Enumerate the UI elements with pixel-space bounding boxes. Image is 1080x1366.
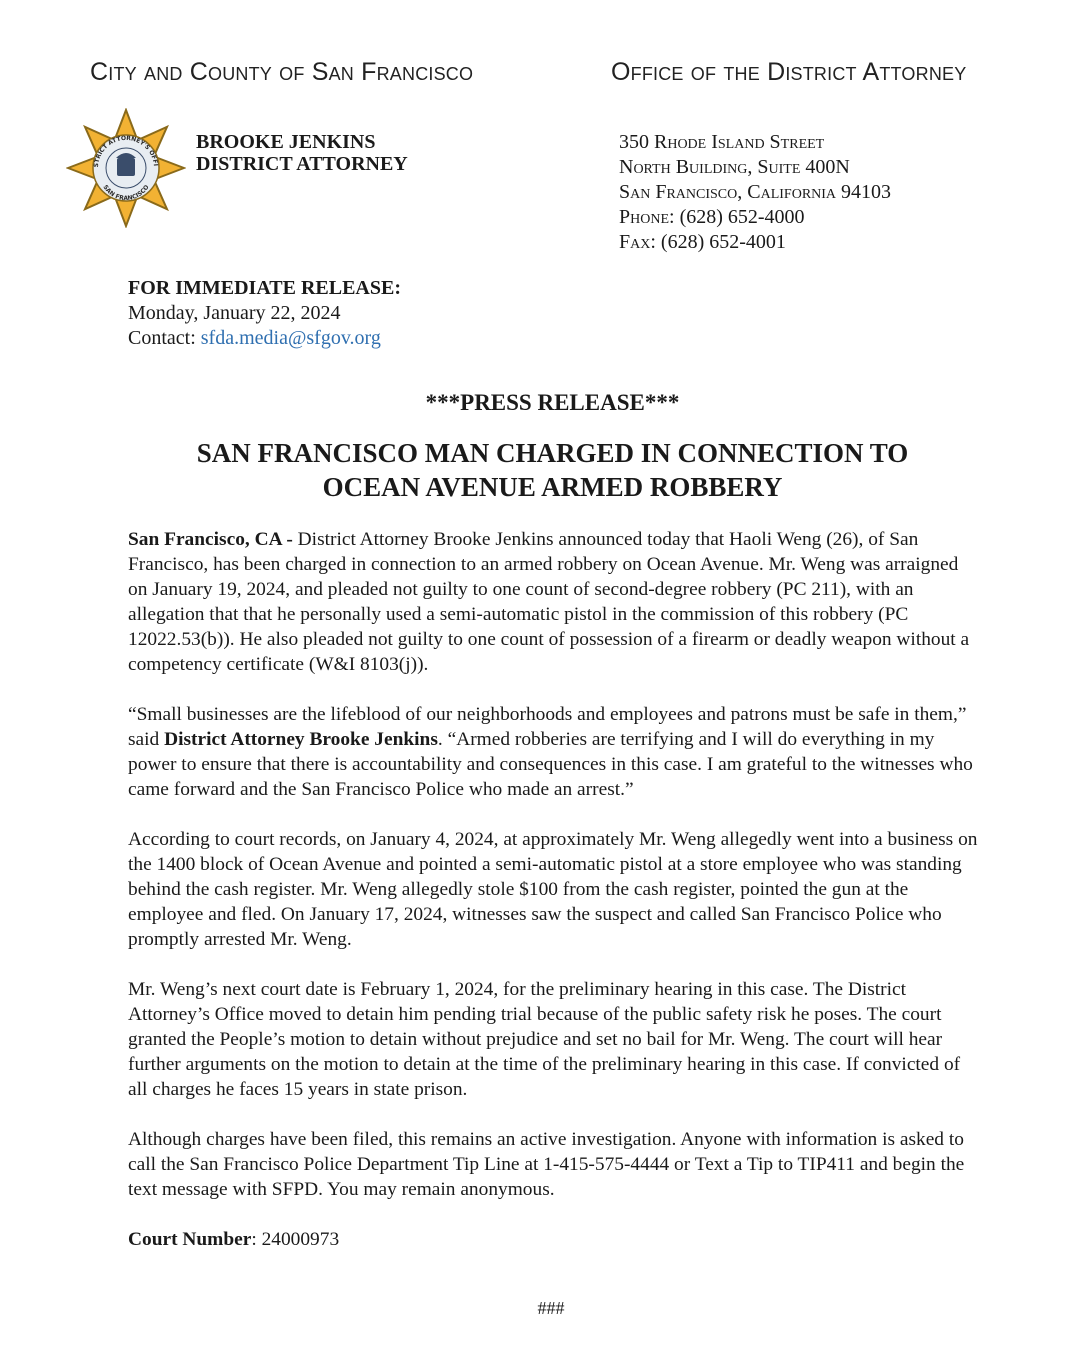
address-city: San Francisco, California 94103 (619, 181, 892, 203)
paragraph-2-text-a: “Small businesses are the lifeblood of our neighborhoods and employees and patrons must be safe in them,” said (128, 704, 967, 750)
paragraph-2-bold: District Attorney Brooke Jenkins (164, 729, 438, 750)
headline (0, 436, 1080, 504)
press-release-label: ***PRESS RELEASE*** (425, 390, 680, 415)
paragraph-1-text: District Attorney Brooke Jenkins announced today that Haoli Weng (26), of San Francisco, has been charged in connection to an armed robbery on Ocean Avenue. Mr. Weng was arraigned on January 19, 2024, and pleaded not guilty to one count of second-degree robbery (PC 211), with an allegation that that he personally used a semi-automatic pistol in the commission of this robbery (PC 12022.53(b)). He also pleaded not guilty to one count of possession of a firearm or deadly weapon without a competency certificate (W&I 8103(j)). (128, 529, 970, 675)
office-header: Office of the District Attorney (611, 58, 967, 86)
paragraph-2-text-b: . “Armed robberies are terrifying and I will do everything in my power to ensure that there is accountability and consequences in this case. I am grateful to the witnesses who came forward and the San Francisco Police who made an arrest.” (128, 729, 973, 800)
press-release-body (128, 527, 980, 1277)
contact-line (128, 326, 401, 351)
fax-number: (628) 652-4001 (660, 231, 786, 253)
paragraph-4: Mr. Weng’s next court date is February 1, 2024, for the preliminary hearing in this case. The District Attorney’s Office moved to detain him pending trial because of the public safety risk he poses. The court granted the People’s motion to detain without prejudice and set no bail for Mr. Weng. The court will hear further arguments on the motion to detain at the time of the preliminary hearing in this case. If convicted of all charges he faces 15 years in state prison. (128, 979, 961, 1100)
office-address (619, 130, 891, 255)
release-date: Monday, January 22, 2024 (128, 302, 341, 324)
phone-label: Phone: (619, 206, 675, 228)
da-name: BROOKE JENKINS (196, 131, 376, 153)
headline-line-2: OCEAN AVENUE ARMED ROBBERY (322, 472, 783, 502)
seal-text-top: STRICT ATTORNEY'S OFFI (92, 134, 159, 168)
contact-email-link[interactable]: sfda.media@sfgov.org (200, 327, 381, 349)
fax-label: Fax: (619, 231, 656, 253)
court-number-label: Court Number (128, 1229, 252, 1250)
address-street: 350 Rhode Island Street (619, 131, 825, 153)
dateline: San Francisco, CA - (128, 529, 293, 550)
phone-number: (628) 652-4000 (679, 206, 805, 228)
headline-line-1: SAN FRANCISCO MAN CHARGED IN CONNECTION TO (196, 438, 909, 468)
paragraph-5: Although charges have been filed, this remains an active investigation. Anyone with information is asked to call the San Francisco Police Department Tip Line at 1-415-575-4444 or Text a Tip to TIP411 and begin the text message with SFPD. You may remain anonymous. (128, 1129, 965, 1200)
district-attorney-seal-icon (66, 108, 186, 228)
seal-text-bottom: SAN FRANCISCO (101, 183, 151, 203)
release-label: FOR IMMEDIATE RELEASE: (128, 277, 401, 299)
address-building: North Building, Suite 400N (619, 156, 850, 178)
paragraph-2 (128, 702, 980, 802)
da-title: DISTRICT ATTORNEY (196, 153, 408, 175)
court-number-line (128, 1227, 980, 1252)
address-phone-line (619, 205, 891, 230)
court-number-value: : 24000973 (251, 1229, 340, 1250)
paragraph-3: According to court records, on January 4, 2024, at approximately Mr. Weng allegedly went into a business on the 1400 block of Ocean Avenue and pointed a semi-automatic pistol at a store employee who was standing behind the cash register. Mr. Weng allegedly stole $100 from the cash register, pointed the gun at the employee and fled. On January 17, 2024, witnesses saw the suspect and called San Francisco Police who promptly arrested Mr. Weng. (128, 829, 978, 950)
paragraph-1 (128, 527, 980, 677)
address-fax-line (619, 230, 891, 255)
contact-label: Contact: (128, 327, 196, 349)
da-block (196, 131, 408, 175)
end-marker: ### (537, 1298, 565, 1318)
release-info (128, 276, 401, 351)
city-county-header: City and County of San Francisco (90, 58, 474, 86)
